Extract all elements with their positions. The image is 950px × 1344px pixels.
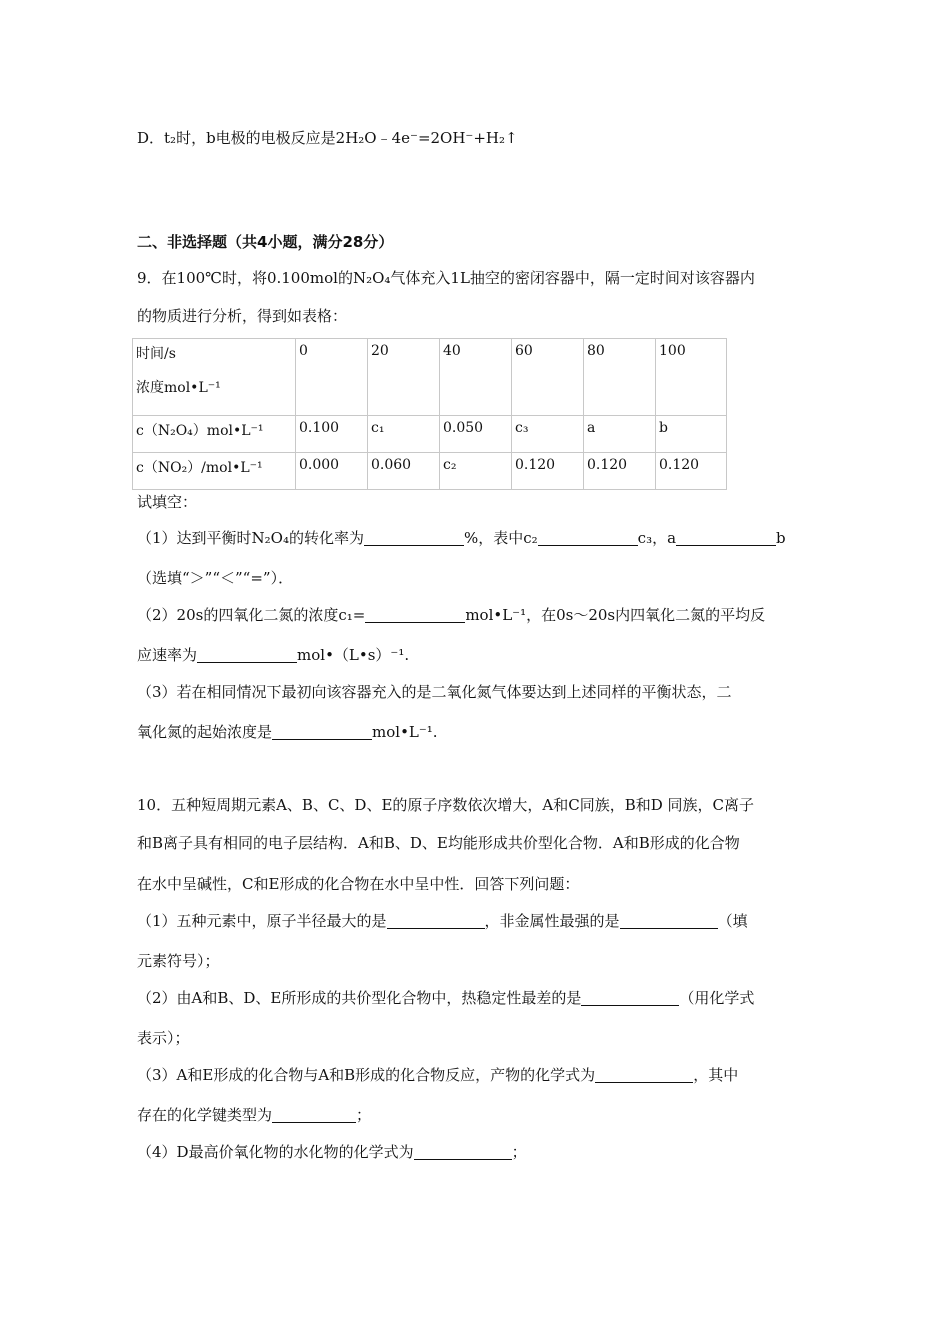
answer-blank[interactable] [581, 989, 679, 1006]
answer-blank[interactable] [365, 606, 465, 623]
q10-part1: （1）五种元素中，原子半径最大的是 ，非金属性最强的是 （填 [137, 912, 748, 930]
answer-blank[interactable] [364, 529, 464, 546]
answer-blank[interactable] [197, 646, 297, 663]
q10-stem-line1: 10．五种短周期元素A、B、C、D、E的原子序数依次增大，A和C同族，B和D 同族，C离子 [137, 796, 755, 814]
answer-blank[interactable] [387, 912, 485, 929]
q9-part2-line2: 应速率为 mol•（L•s）⁻¹. [137, 646, 410, 664]
q9-part3-line2: 氧化氮的起始浓度是 mol•L⁻¹. [137, 723, 438, 741]
header-conc: 浓度mol•L⁻¹ [136, 380, 221, 396]
q10-part3: （3）A和E形成的化合物与A和B形成的化合物反应，产物的化学式为 ，其中 [137, 1066, 739, 1084]
time-cell: 100 [656, 339, 727, 416]
q9-stem-line1: 9．在100℃时，将0.100mol的N₂O₄气体充入1L抽空的密闭容器中，隔一定时间对该容器内 [137, 269, 755, 287]
section-heading: 二、非选择题（共4小题，满分28分） [137, 233, 394, 251]
q10-part1-line2: 元素符号）； [137, 952, 220, 970]
q9-stem-line2: 的物质进行分析，得到如表格： [137, 307, 348, 325]
table-cell: 0.100 [296, 416, 368, 453]
table-row [133, 416, 727, 453]
table-cell: c₁ [368, 416, 440, 453]
row-label: c（N₂O₄）mol•L⁻¹ [133, 416, 296, 453]
answer-blank[interactable] [272, 1106, 356, 1123]
q10-part2-line2: 表示）； [137, 1029, 190, 1047]
table-cell: c₂ [440, 453, 512, 490]
table-cell: 0.060 [368, 453, 440, 490]
table-cell: 0.120 [656, 453, 727, 490]
table-cell: c₃ [512, 416, 584, 453]
q10-stem-line2: 和B离子具有相同的电子层结构．A和B、D、E均能形成共价型化合物．A和B形成的化合物 [137, 834, 740, 852]
table-cell: 0.050 [440, 416, 512, 453]
time-cell: 40 [440, 339, 512, 416]
table-cell: 0.120 [512, 453, 584, 490]
q9-part3: （3）若在相同情况下最初向该容器充入的是二氧化氮气体要达到上述同样的平衡状态，二 [137, 683, 732, 701]
q10-stem-line3: 在水中呈碱性，C和E形成的化合物在水中呈中性．回答下列问题： [137, 875, 580, 893]
table-header-cell [133, 339, 296, 416]
row-label: c（NO₂）/mol•L⁻¹ [133, 453, 296, 490]
answer-blank[interactable] [620, 912, 718, 929]
table-cell: b [656, 416, 727, 453]
table-cell: 0.000 [296, 453, 368, 490]
option-d: D．t₂时，b电极的电极反应是2H₂O﹣4e⁻=2OH⁻+H₂↑ [137, 129, 518, 147]
q10-part3-line2: 存在的化学键类型为 ； [137, 1106, 372, 1124]
time-cell: 60 [512, 339, 584, 416]
q10-part4: （4）D最高价氧化物的水化物的化学式为 ； [137, 1143, 527, 1161]
answer-blank[interactable] [414, 1143, 512, 1160]
header-time: 时间/s [136, 346, 176, 362]
time-cell: 80 [584, 339, 656, 416]
table-cell: 0.120 [584, 453, 656, 490]
answer-blank[interactable] [538, 529, 638, 546]
table-row [133, 453, 727, 490]
q9-part1-line2: （选填“＞”“＜”“=”）． [137, 569, 294, 587]
time-cell: 0 [296, 339, 368, 416]
time-cell: 20 [368, 339, 440, 416]
answer-blank[interactable] [595, 1066, 693, 1083]
q9-part2: （2）20s的四氧化二氮的浓度c₁= mol•L⁻¹，在0s～20s内四氧化二氮的平均反 [137, 606, 766, 624]
answer-blank[interactable] [272, 723, 372, 740]
table-header-row [133, 339, 727, 416]
table-cell: a [584, 416, 656, 453]
q9-part1: （1）达到平衡时N₂O₄的转化率为 %，表中c₂ c₃，a b [137, 529, 786, 547]
q10-part2: （2）由A和B、D、E所形成的共价型化合物中，热稳定性最差的是 （用化学式 [137, 989, 755, 1007]
concentration-table [132, 338, 727, 490]
answer-blank[interactable] [676, 529, 776, 546]
q9-fill-prompt: 试填空： [137, 493, 198, 511]
